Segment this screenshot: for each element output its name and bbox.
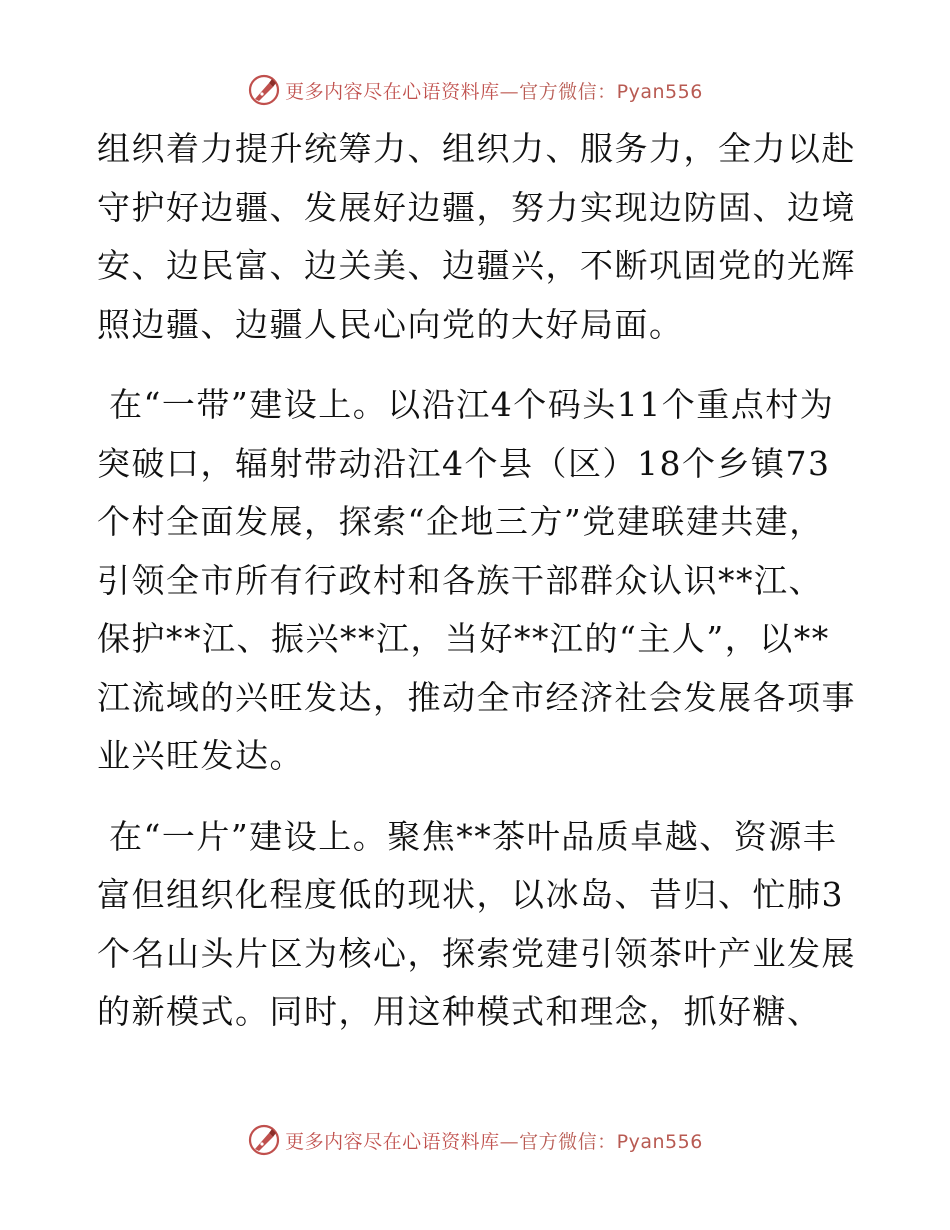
header-banner <box>0 70 950 110</box>
pen-nib-logo-icon <box>247 73 281 107</box>
paragraph: 组织着力提升统筹力、组织力、服务力，全力以赴守护好边疆、发展好边疆，努力实现边防固、边境安、边民富、边关美、边疆兴，不断巩固党的光辉照边疆、边疆人民心向党的大好局面。 <box>97 129 856 344</box>
footer-banner <box>0 1120 950 1160</box>
banner-contact: 官方微信：Pyan556 <box>519 80 703 103</box>
banner-text <box>285 77 703 104</box>
banner-text <box>285 1127 703 1154</box>
document-body <box>97 120 857 1042</box>
banner-separator: — <box>499 1130 520 1153</box>
paragraph: 在“一带”建设上。以沿江4个码头11个重点村为突破口，辐射带动沿江4个县（区）18个乡镇73个村全面发展，探索“企地三方”党建联建共建，引领全市所有行政村和各族干部群众认识**江、保护**江、振兴**江，当好**江的“主人”，以**江流域的兴旺发达，推动全市经济社会发展各项事业兴旺发达。 <box>97 385 856 775</box>
banner-separator: — <box>499 80 520 103</box>
paragraph: 在“一片”建设上。聚焦**茶叶品质卓越、资源丰富但组织化程度低的现状，以冰岛、昔归、忙肺3个名山头片区为核心，探索党建引领茶叶产业发展的新模式。同时，用这种模式和理念，抓好糖、 <box>97 816 856 1031</box>
banner-contact: 官方微信：Pyan556 <box>519 1130 703 1153</box>
banner-brand: 更多内容尽在心语资料库 <box>285 80 500 103</box>
pen-nib-logo-icon <box>247 1123 281 1157</box>
banner-brand: 更多内容尽在心语资料库 <box>285 1130 500 1153</box>
